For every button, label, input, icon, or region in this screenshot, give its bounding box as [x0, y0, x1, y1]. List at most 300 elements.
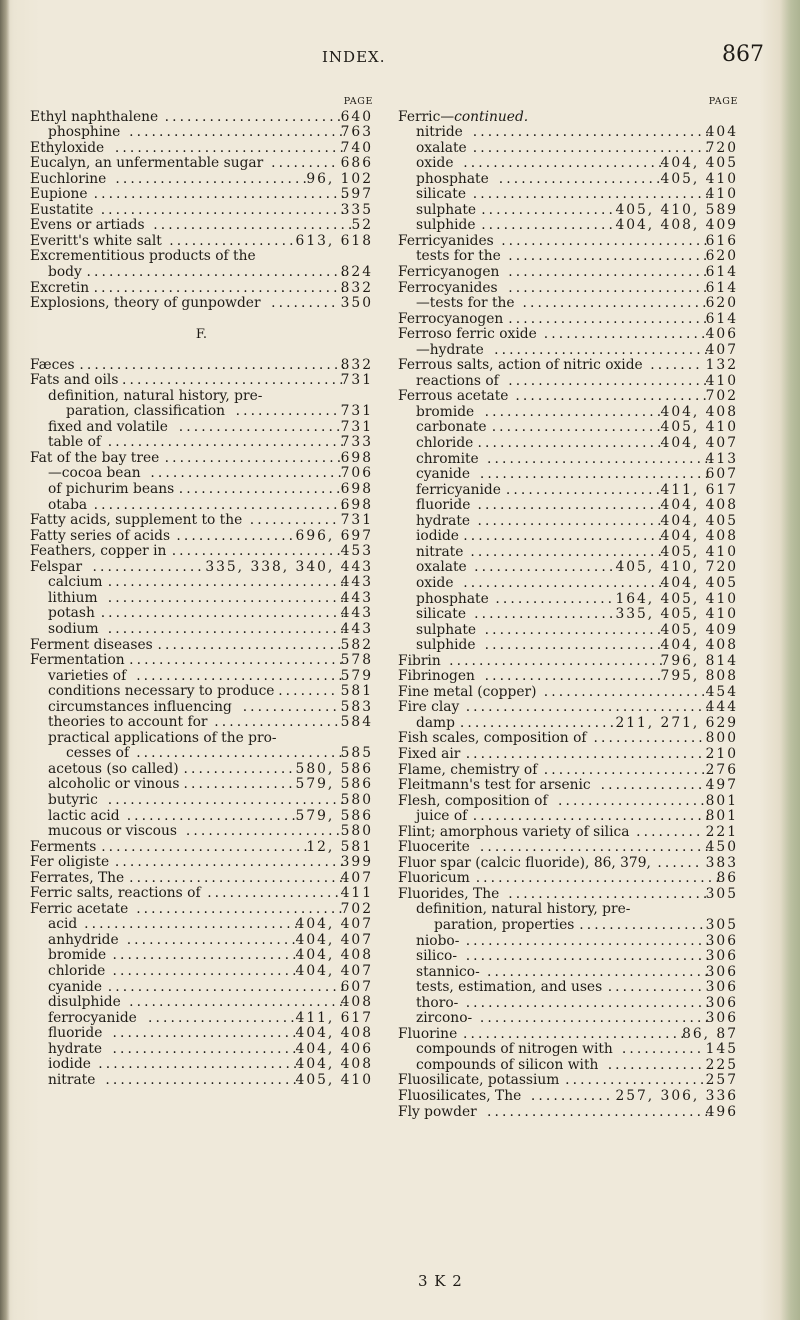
- index-entry: [30, 218, 373, 234]
- index-entry: [398, 700, 738, 716]
- entry-pages: 620: [705, 248, 738, 265]
- entry-pages: 740: [340, 139, 373, 156]
- entry-term: bromide: [48, 947, 107, 964]
- index-entry: [30, 622, 373, 638]
- entry-pages: 405, 410: [660, 419, 738, 436]
- index-entry: [398, 576, 738, 592]
- index-entry: [30, 373, 373, 389]
- entry-term: anhydride: [48, 931, 119, 948]
- entry-term: Ferricyanides: [398, 232, 494, 249]
- entry-term: silico-: [416, 948, 458, 965]
- entry-pages: 801: [705, 792, 738, 809]
- entry-pages: 145: [705, 1041, 738, 1058]
- entry-pages: 580, 586: [295, 760, 373, 777]
- index-entry: [30, 886, 373, 902]
- index-entry: [398, 265, 738, 281]
- index-entry: [398, 1073, 738, 1089]
- entry-pages: 702: [340, 900, 373, 917]
- index-entry: [398, 747, 738, 763]
- dot-leader: .............: [607, 1056, 706, 1073]
- index-entry: [398, 358, 738, 374]
- section-letter: F.: [195, 326, 208, 342]
- dot-leader: ...................: [474, 559, 617, 576]
- dot-leader: ...............: [183, 776, 296, 793]
- index-entry: [398, 420, 738, 436]
- index-entry: [398, 560, 738, 576]
- entry-term: hydrate: [48, 1040, 103, 1057]
- dot-leader: ..................................: [93, 496, 349, 513]
- entry-term: ferricyanide: [416, 481, 501, 498]
- entry-pages: 404, 408, 409: [615, 217, 738, 234]
- entry-pages: 614: [705, 264, 738, 281]
- dot-leader: ..........................: [150, 465, 346, 482]
- index-entry: [398, 716, 738, 732]
- dot-leader: .....................: [185, 823, 344, 840]
- entry-term: Fatty acids, supplement to the: [30, 512, 243, 529]
- entry-pages: 580: [340, 823, 373, 840]
- dot-leader: .......: [650, 357, 703, 374]
- index-entry: [398, 809, 738, 825]
- entry-pages: 405, 409: [660, 621, 738, 638]
- entry-pages: 335, 338, 340, 443: [205, 558, 373, 575]
- dot-leader: ..................................: [93, 186, 349, 203]
- entry-term: Ferric—continued.: [398, 108, 529, 125]
- entry-term: ferrocyanide: [48, 1009, 137, 1026]
- entry-pages: 335, 405, 410: [615, 606, 738, 623]
- entry-term: table of: [48, 434, 101, 451]
- index-entry: [30, 1057, 373, 1073]
- dot-leader: ...........................: [508, 372, 711, 389]
- entry-term: Fluor spar (calcic fluoride), 86, 379,: [398, 854, 651, 871]
- entry-pages: 585: [340, 745, 373, 762]
- dot-leader: .........: [271, 295, 339, 312]
- dot-leader: ................................: [107, 978, 348, 995]
- entry-term: Flesh, composition of: [398, 792, 548, 809]
- dot-leader: ..........................: [515, 388, 711, 405]
- entry-term: iodide: [48, 1056, 91, 1073]
- index-entry: [30, 265, 373, 281]
- entry-term: damp: [416, 714, 455, 731]
- dot-leader: ............: [249, 512, 340, 529]
- index-entry: [30, 156, 373, 172]
- entry-term: oxide: [416, 155, 454, 172]
- dot-leader: .........................: [112, 1040, 300, 1057]
- index-entry: [398, 669, 738, 685]
- index-entry: [398, 234, 738, 250]
- index-entry: [398, 607, 738, 623]
- dot-leader: .................................: [100, 605, 348, 622]
- dot-leader: .............................: [129, 652, 347, 669]
- entry-pages: 614: [705, 279, 738, 296]
- index-entry: [30, 638, 373, 654]
- dot-leader: ................................: [107, 620, 348, 637]
- index-entry: [398, 654, 738, 670]
- index-entry: [398, 156, 738, 172]
- index-entry: [398, 638, 738, 654]
- index-entry: [398, 918, 738, 934]
- dot-leader: .................................: [465, 745, 713, 762]
- entry-term: Ferricyanogen: [398, 264, 500, 281]
- dot-leader: .................................: [100, 201, 348, 218]
- dot-leader: ....................: [558, 792, 708, 809]
- dot-leader: .........................: [477, 497, 665, 514]
- entry-pages: 404, 407: [295, 962, 373, 979]
- entry-pages: 306: [705, 979, 738, 996]
- entry-term: Everitt's white salt: [30, 232, 162, 249]
- dot-leader: ........: [278, 683, 339, 700]
- index-entry: [30, 575, 373, 591]
- dot-leader: ...........: [621, 1041, 705, 1058]
- index-entry: [30, 840, 373, 856]
- dot-leader: ..........................: [105, 1071, 301, 1088]
- running-title: INDEX.: [322, 48, 386, 66]
- dot-leader: .............................: [449, 652, 667, 669]
- dot-leader: .....................: [459, 714, 618, 731]
- entry-pages: 496: [705, 1103, 738, 1120]
- entry-pages: 404, 407: [295, 916, 373, 933]
- dot-leader: .................................: [465, 948, 713, 965]
- dot-leader: .........: [271, 155, 339, 172]
- dot-leader: ...........................: [508, 248, 711, 265]
- index-entry: [398, 327, 738, 343]
- index-entry: [398, 1058, 738, 1074]
- entry-term: potash: [48, 605, 95, 622]
- entry-pages: 583: [340, 698, 373, 715]
- entry-term: sulphate: [416, 621, 477, 638]
- index-entry: [398, 436, 738, 452]
- entry-pages: 406: [705, 326, 738, 343]
- dot-leader: ..........................: [115, 170, 311, 187]
- index-entry: [398, 545, 738, 561]
- entry-pages: 405, 410, 720: [615, 559, 738, 576]
- entry-term: Fluosilicate, potassium: [398, 1072, 560, 1089]
- dot-leader: ...........................: [98, 1056, 301, 1073]
- index-entry: [398, 1027, 738, 1043]
- dot-leader: ...........................: [463, 528, 666, 545]
- index-entry: [398, 514, 738, 530]
- entry-term: chromite: [416, 450, 479, 467]
- entry-pages: 444: [705, 699, 738, 716]
- index-entry: [398, 172, 738, 188]
- index-entry: [30, 435, 373, 451]
- index-entry: [30, 653, 373, 669]
- entry-pages: 405, 410: [660, 170, 738, 187]
- entry-term: compounds of nitrogen with: [416, 1041, 613, 1058]
- index-entry: [30, 917, 373, 933]
- index-entry: [398, 902, 738, 918]
- entry-term: body: [48, 264, 82, 281]
- index-entry: [30, 389, 373, 405]
- entry-term: sulphate: [416, 201, 477, 218]
- entry-pages: 731: [340, 403, 373, 420]
- index-entry: [398, 949, 738, 965]
- index-entry: [30, 498, 373, 514]
- index-entry: [398, 249, 738, 265]
- index-entry: [398, 389, 738, 405]
- entry-term: nitrate: [416, 543, 464, 560]
- entry-term: mucous or viscous: [48, 823, 177, 840]
- entry-pages: 731: [340, 512, 373, 529]
- index-entry: [398, 685, 738, 701]
- dot-leader: .............................: [129, 869, 347, 886]
- index-entry: [398, 778, 738, 794]
- entry-pages: 404, 408: [295, 947, 373, 964]
- dot-leader: ..............................: [463, 1025, 688, 1042]
- entry-pages: 96, 102: [306, 170, 373, 187]
- dot-leader: ..............: [600, 777, 706, 794]
- entry-pages: 579, 586: [295, 776, 373, 793]
- entry-term: Ferroso ferric oxide: [398, 326, 537, 343]
- entry-pages: 616: [705, 232, 738, 249]
- index-entry: [30, 560, 373, 576]
- index-entry: [30, 980, 373, 996]
- index-entry: [30, 1042, 373, 1058]
- dot-leader: ........................: [484, 403, 665, 420]
- entry-pages: 225: [705, 1056, 738, 1073]
- entry-term: Flame, chemistry of: [398, 761, 538, 778]
- entry-term: Fermentation: [30, 652, 125, 669]
- dot-leader: ....................: [148, 1009, 298, 1026]
- entry-term: nitrate: [48, 1071, 96, 1088]
- entry-pages: 620: [705, 295, 738, 312]
- entry-term: phosphine: [48, 124, 121, 141]
- entry-term: otaba: [48, 496, 88, 513]
- index-entry: [398, 1011, 738, 1027]
- dot-leader: ......................: [498, 170, 664, 187]
- dot-leader: .........................: [477, 512, 665, 529]
- entry-term: iodide: [416, 528, 459, 545]
- dot-leader: ..............................: [487, 1103, 712, 1120]
- dot-leader: ................................: [107, 574, 348, 591]
- entry-pages: 640: [340, 108, 373, 125]
- entry-pages: 614: [705, 310, 738, 327]
- entry-pages: 413: [705, 450, 738, 467]
- entry-pages: 383: [705, 854, 738, 871]
- entry-pages: 221: [705, 823, 738, 840]
- entry-pages: 210: [705, 745, 738, 762]
- entry-pages: 404, 408: [295, 1025, 373, 1042]
- dot-leader: ...............: [92, 558, 205, 575]
- index-entry: [398, 498, 738, 514]
- dot-leader: ............................: [136, 745, 346, 762]
- entry-pages: 443: [340, 574, 373, 591]
- dot-leader: .............: [607, 979, 706, 996]
- dot-leader: .........................: [157, 636, 345, 653]
- index-entry: [30, 731, 373, 747]
- entry-pages: 578: [340, 652, 373, 669]
- entry-term: bromide: [416, 403, 475, 420]
- entry-term: Fleitmann's test for arsenic: [398, 777, 591, 794]
- dot-leader: ...........................: [508, 885, 711, 902]
- index-entry: [398, 1042, 738, 1058]
- entry-pages: 257: [705, 1072, 738, 1089]
- entry-pages: 801: [705, 808, 738, 825]
- entry-term: acid: [48, 916, 78, 933]
- entry-term: juice of: [416, 808, 468, 825]
- index-entry: [398, 218, 738, 234]
- dot-leader: ...........: [530, 1088, 614, 1104]
- entry-term: reactions of: [416, 372, 499, 389]
- entry-pages: 733: [340, 434, 373, 451]
- entry-pages: 597: [340, 186, 373, 203]
- index-column-left: [30, 94, 373, 1088]
- index-entry: [398, 483, 738, 499]
- entry-term: chloride: [48, 962, 106, 979]
- entry-pages: 404, 408: [660, 403, 738, 420]
- dot-leader: .................: [169, 232, 297, 249]
- entry-term: Ferrocyanides: [398, 279, 498, 296]
- index-entry: [30, 187, 373, 203]
- entry-term: thoro-: [416, 994, 459, 1011]
- entry-pages: 306: [705, 948, 738, 965]
- entry-term: cyanide: [48, 978, 103, 995]
- index-entry: [398, 856, 738, 872]
- entry-term: Fatty series of acids: [30, 527, 171, 544]
- dot-leader: ........................: [164, 108, 345, 125]
- index-entry: [30, 141, 373, 157]
- entry-term: oxalate: [416, 139, 467, 156]
- entry-term: Feathers, copper in: [30, 543, 167, 560]
- index-entry: [30, 529, 373, 545]
- dot-leader: .............................: [84, 916, 302, 933]
- dot-leader: ................................: [107, 434, 348, 451]
- entry-pages: 579: [340, 667, 373, 684]
- entry-term: paration, properties: [434, 916, 575, 933]
- entry-pages: 607: [340, 978, 373, 995]
- index-entry: [30, 296, 373, 312]
- index-entry: [398, 467, 738, 483]
- entry-term: definition, natural history, pre-: [48, 387, 263, 404]
- entry-term: conditions necessary to produce: [48, 683, 275, 700]
- entry-pages: 832: [340, 279, 373, 296]
- entry-pages: 706: [340, 465, 373, 482]
- index-entry: [398, 1105, 738, 1121]
- index-entry: [30, 234, 373, 250]
- entry-pages: 720: [705, 139, 738, 156]
- index-entry: [30, 203, 373, 219]
- entry-pages: 702: [705, 388, 738, 405]
- dot-leader: ...........................: [463, 155, 666, 172]
- entry-term: fluoride: [48, 1025, 103, 1042]
- index-entry: [398, 871, 738, 887]
- entry-term: Fer oligiste: [30, 854, 110, 871]
- entry-term: hydrate: [416, 512, 471, 529]
- dot-leader: ............................: [101, 838, 311, 855]
- entry-term: Fluoricum: [398, 870, 470, 887]
- entry-pages: 832: [340, 356, 373, 373]
- entry-term: cesses of: [66, 745, 130, 762]
- dot-leader: ............................: [136, 900, 346, 917]
- entry-term: Fibrin: [398, 652, 441, 669]
- dot-leader: ........................: [484, 621, 665, 638]
- entry-pages: 763: [340, 124, 373, 141]
- entry-pages: 52: [351, 217, 373, 234]
- entry-pages: 410: [705, 372, 738, 389]
- entry-pages: 579, 586: [295, 807, 373, 824]
- entry-term: oxalate: [416, 559, 467, 576]
- entry-term: Fine metal (copper): [398, 683, 537, 700]
- dot-leader: ......................: [543, 683, 709, 700]
- index-entry: [398, 763, 738, 779]
- entry-pages: 698: [340, 496, 373, 513]
- dot-leader: .......................: [126, 807, 299, 824]
- index-entry: [398, 312, 738, 328]
- entry-term: Ferrocyanogen: [398, 310, 504, 327]
- entry-pages: 306: [705, 932, 738, 949]
- dot-leader: ................: [495, 590, 616, 607]
- entry-term: circumstances influencing: [48, 698, 232, 715]
- entry-pages: 582: [340, 636, 373, 653]
- entry-term: Felspar: [30, 558, 83, 575]
- dot-leader: ...............................: [479, 466, 712, 483]
- dot-leader: ...............: [183, 760, 296, 777]
- index-entry: [398, 840, 738, 856]
- entry-term: sulphide: [416, 217, 476, 234]
- index-entry: [30, 964, 373, 980]
- entry-pages: 404, 408: [660, 528, 738, 545]
- entry-term: phosphate: [416, 170, 489, 187]
- dot-leader: ...................: [565, 1072, 708, 1089]
- entry-term: Fats and oils: [30, 372, 119, 389]
- dot-leader: ...........................: [508, 264, 711, 281]
- entry-pages: 454: [705, 683, 738, 700]
- entry-pages: 795, 808: [660, 668, 738, 685]
- dot-leader: ................: [176, 527, 297, 544]
- entry-term: Fire clay: [398, 699, 460, 716]
- entry-term: lithium: [48, 589, 98, 606]
- entry-term: silicate: [416, 186, 466, 203]
- entry-term: Evens or artiads: [30, 217, 145, 234]
- index-entry: [30, 762, 373, 778]
- entry-term: varieties of: [48, 667, 127, 684]
- index-entry: [30, 281, 373, 297]
- dot-leader: .....................: [505, 481, 664, 498]
- entry-term: Fat of the bay tree: [30, 449, 160, 466]
- dot-leader: ......................: [178, 418, 344, 435]
- dot-leader: ..............................: [122, 372, 347, 389]
- column-heading-page: PAGE: [343, 96, 373, 107]
- index-entry: [30, 746, 373, 762]
- entry-pages: 306: [705, 1010, 738, 1027]
- entry-pages: 306: [705, 963, 738, 980]
- entry-term: zircono-: [416, 1010, 473, 1027]
- entry-pages: 696, 697: [295, 527, 373, 544]
- printer-signature-mark: 3 K 2: [418, 1272, 463, 1290]
- dot-leader: ........................: [484, 668, 665, 685]
- page-number: 867: [722, 42, 764, 67]
- entry-term: Ferric acetate: [30, 900, 129, 917]
- dot-leader: ...........................: [463, 574, 666, 591]
- entry-term: acetous (so called): [48, 760, 179, 777]
- index-entry: [30, 466, 373, 482]
- entry-term: Fish scales, composition of: [398, 730, 587, 747]
- index-column-right: [398, 94, 738, 1120]
- dot-leader: .........................: [112, 947, 300, 964]
- entry-term: Ferrates, The: [30, 869, 125, 886]
- entry-pages: 497: [705, 777, 738, 794]
- dot-leader: .................................: [475, 870, 723, 887]
- dot-leader: ................................: [472, 139, 713, 156]
- dot-leader: ...............................: [114, 854, 347, 871]
- entry-pages: 306: [705, 994, 738, 1011]
- entry-term: Excretin: [30, 279, 90, 296]
- entry-term: Fluorides, The: [398, 885, 500, 902]
- entry-pages: 731: [340, 372, 373, 389]
- book-spine-shadow: [0, 0, 10, 1320]
- index-entry: [30, 933, 373, 949]
- entry-pages: 257, 306, 336: [615, 1088, 738, 1104]
- dot-leader: .........................: [112, 962, 300, 979]
